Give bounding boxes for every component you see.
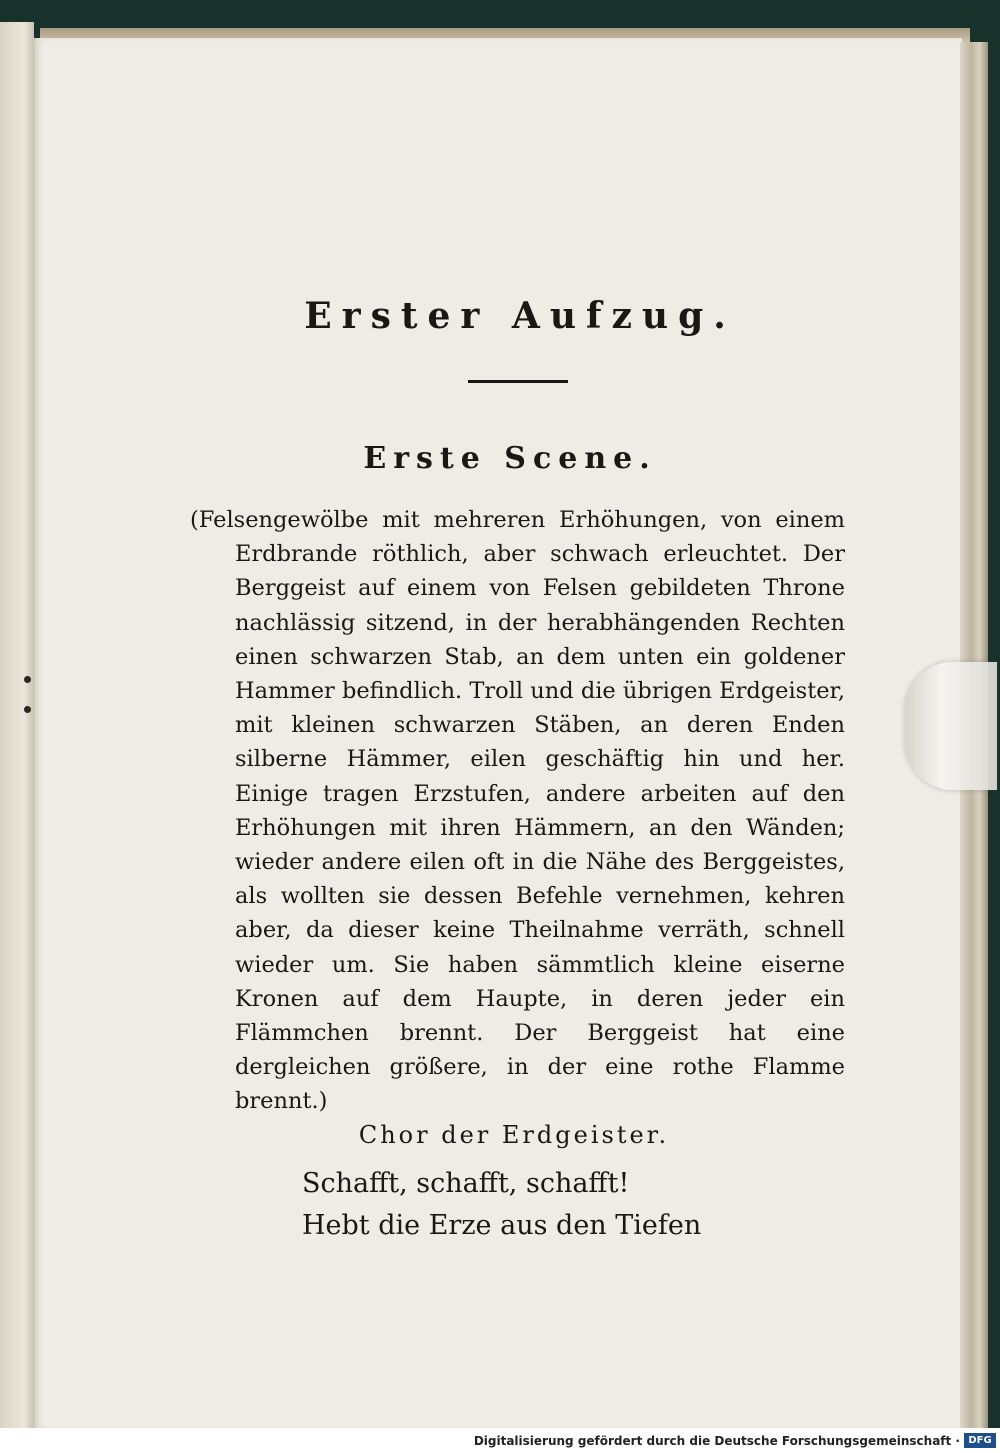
stage-direction: (Felsengewölbe mit mehreren Erhöhungen, von einem Erdbrande röthlich, aber schwach erleuchtet. Der Berggeist auf einem von Felsen gebildeten Throne nachlässig sitzend, in der herabhängenden Rechten einen schwarzen Stab, an dem unten ein goldener Hammer befindlich. Troll und die übrigen Erdgeister, mit kleinen schwarzen Stäben, an deren Enden silberne Hämmer, eilen geschäftig hin und her. Einige tragen Erzstufen, andere arbeiten auf den Erhöhungen mit ihren Hämmern, an den Wänden; wieder andere eilen oft in die Nähe des Berggeistes, als wollten sie dessen Befehle vernehmen, kehren aber, da dieser keine Theilnahme verräth, schnell wieder um. Sie haben sämmtlich kleine eiserne Kronen auf dem Haupte, in deren jeder ein Flämmchen brennt. Der Berggeist hat eine dergleichen größere, in der eine rothe Flamme brennt.)	[190, 507, 845, 1115]
footer-bar	[0, 1428, 1000, 1453]
act-title: Erster Aufzug.	[304, 295, 736, 337]
title-rule	[468, 380, 568, 383]
scene-title: Erste Scene.	[363, 441, 657, 476]
verse-line: Hebt die Erze aus den Tiefen	[302, 1210, 702, 1241]
dfg-logo: DFG	[964, 1433, 996, 1448]
verse-line: Schafft, schafft, schafft!	[302, 1168, 630, 1199]
chorus-label: Chor der Erdgeister.	[358, 1121, 670, 1149]
page-clip	[905, 662, 997, 790]
funding-credit: Digitalisierung gefördert durch die Deutsche Forschungsgemeinschaft ·	[473, 1434, 960, 1448]
